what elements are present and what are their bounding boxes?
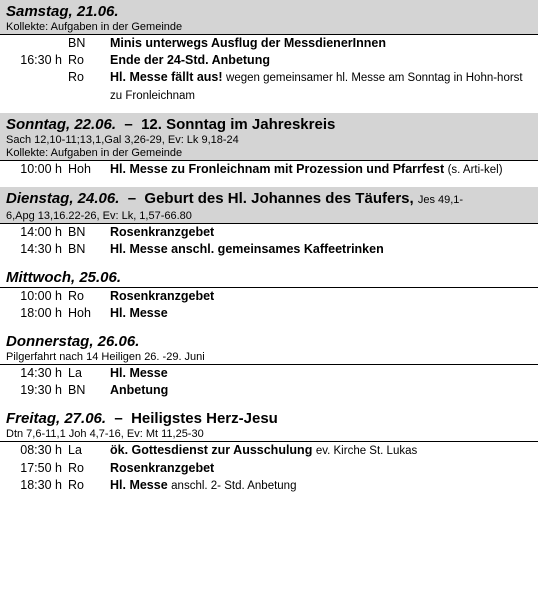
day-readings: Dtn 7,6-11,1 Joh 4,7-16, Ev: Mt 11,25-30 xyxy=(6,428,204,440)
event-note: (s. Arti-kel) xyxy=(447,164,503,176)
day-block-samstag xyxy=(0,0,538,105)
event-time: 14:00 h xyxy=(20,225,62,239)
event-note: ev. Kirche St. Lukas xyxy=(315,445,418,457)
event-row xyxy=(8,35,538,52)
day-block-freitag xyxy=(0,407,538,495)
event-location: BN xyxy=(68,36,86,50)
event-title: ök. Gottesdienst zur Ausschulung xyxy=(110,443,313,457)
event-location: Hoh xyxy=(68,306,91,320)
event-title: Hl. Messe xyxy=(110,306,168,320)
event-row xyxy=(8,305,538,322)
event-title: Hl. Messe zu Fronleichnam mit Prozession und Pfarrfest xyxy=(110,162,445,176)
event-title: Hl. Messe anschl. gemeinsames Kaffeetrinken xyxy=(110,242,384,256)
event-time: 10:00 h xyxy=(20,162,62,176)
event-title: Rosenkranzgebet xyxy=(110,461,215,475)
event-time: 08:30 h xyxy=(20,443,62,457)
event-row xyxy=(8,460,538,477)
event-time: 18:30 h xyxy=(20,478,62,492)
event-title: Anbetung xyxy=(110,383,169,397)
event-time: 10:00 h xyxy=(20,289,62,303)
day-header xyxy=(0,266,538,288)
event-time: 14:30 h xyxy=(20,366,62,380)
event-time xyxy=(8,69,68,105)
event-time: 19:30 h xyxy=(20,383,62,397)
day-note: Kollekte: Aufgaben in der Gemeinde xyxy=(6,21,183,33)
event-row xyxy=(8,241,538,258)
event-title: Hl. Messe fällt aus! xyxy=(110,70,223,84)
event-location: Ro xyxy=(68,289,84,303)
event-title: Hl. Messe xyxy=(110,366,168,380)
day-date: Donnerstag, 26.06. xyxy=(6,333,140,350)
day-readings: Sach 12,10-11;13,1,Gal 3,26-29, Ev: Lk 9,18-24 xyxy=(6,134,239,146)
event-location: Ro xyxy=(68,70,84,84)
day-block-donnerstag xyxy=(0,330,538,399)
event-location: Hoh xyxy=(68,162,91,176)
event-location: La xyxy=(68,443,82,457)
event-time: 14:30 h xyxy=(20,242,62,256)
event-title: Minis unterwegs Ausflug der MessdienerInnen xyxy=(110,36,386,50)
day-readings-cont: 6,Apg 13,16.22-26, Ev: Lk, 1,57-66.80 xyxy=(6,210,192,222)
event-location: Ro xyxy=(68,461,84,475)
event-note: wegen gemeinsamer hl. Messe am Sonntag in Hohn-horst zu Fronleichnam xyxy=(110,72,523,102)
event-row xyxy=(8,477,538,495)
event-location: La xyxy=(68,366,82,380)
day-date: Dienstag, 24.06. xyxy=(6,190,120,207)
event-row xyxy=(8,382,538,399)
event-note: anschl. 2- Std. Anbetung xyxy=(171,480,297,492)
day-block-mittwoch xyxy=(0,266,538,322)
event-location: BN xyxy=(68,383,86,397)
day-date: Freitag, 27.06. xyxy=(6,410,107,427)
event-time: 16:30 h xyxy=(20,53,62,67)
event-row xyxy=(8,288,538,305)
day-header: Sonntag, 22.06. – 12. Sonntag im Jahreskreis Sach 12,10-11;13,1,Gal 3,26-29, Ev: Lk 9,18-24 Kollekte: Aufgaben in der Gemeinde xyxy=(0,113,538,161)
event-row xyxy=(8,365,538,382)
day-feast: Heiligstes Herz-Jesu xyxy=(131,410,278,427)
event-title: Hl. Messe xyxy=(110,478,168,492)
event-location: Ro xyxy=(68,53,84,67)
day-note: Kollekte: Aufgaben in der Gemeinde xyxy=(6,147,183,159)
day-block-dienstag xyxy=(0,187,538,258)
event-title: Ende der 24-Std. Anbetung xyxy=(110,53,270,67)
event-time xyxy=(8,35,68,52)
day-header: Freitag, 27.06. – Heiligstes Herz-Jesu Dtn 7,6-11,1 Joh 4,7-16, Ev: Mt 11,25-30 xyxy=(0,407,538,442)
event-row xyxy=(8,442,538,460)
event-location: BN xyxy=(68,242,86,256)
event-location: BN xyxy=(68,225,86,239)
day-note: Pilgerfahrt nach 14 Heiligen 26. -29. Juni xyxy=(6,351,205,363)
event-location: Ro xyxy=(68,478,84,492)
day-readings: Jes 49,1- xyxy=(417,194,464,206)
event-title: Rosenkranzgebet xyxy=(110,225,215,239)
day-date: Samstag, 21.06. xyxy=(6,3,119,20)
event-time: 17:50 h xyxy=(20,461,62,475)
event-time: 18:00 h xyxy=(20,306,62,320)
day-header xyxy=(0,0,538,35)
day-date: Sonntag, 22.06. xyxy=(6,116,117,133)
event-row xyxy=(8,161,538,179)
event-row xyxy=(8,224,538,241)
event-title: Rosenkranzgebet xyxy=(110,289,215,303)
day-header: Dienstag, 24.06. – Geburt des Hl. Johannes des Täufers, Jes 49,1- 6,Apg 13,16.22-26, Ev: Lk, 1,57-66.80 xyxy=(0,187,538,224)
day-feast: 12. Sonntag im Jahreskreis xyxy=(141,116,336,133)
event-row xyxy=(8,52,538,69)
day-header xyxy=(0,330,538,365)
day-block-sonntag xyxy=(0,113,538,179)
day-feast: Geburt des Hl. Johannes des Täufers, xyxy=(144,190,414,207)
day-date: Mittwoch, 25.06. xyxy=(6,269,122,286)
event-row xyxy=(8,69,538,105)
